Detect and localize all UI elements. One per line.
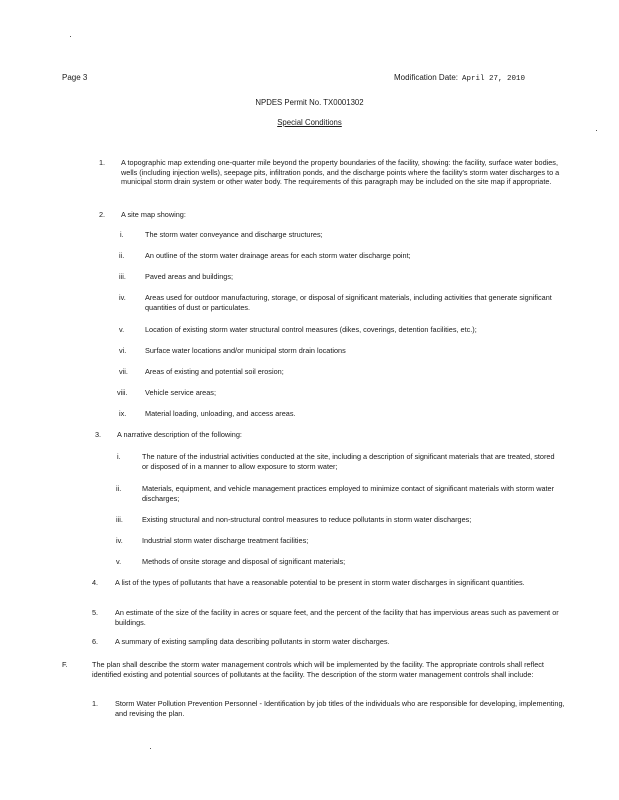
subitem-text: Vehicle service areas; xyxy=(145,388,216,397)
subitem-text: Areas of existing and potential soil erosion; xyxy=(145,367,284,376)
item-number: 1. xyxy=(92,699,99,708)
subitem-number: i. xyxy=(117,452,121,461)
item-text: A site map showing: xyxy=(121,210,186,219)
scan-speck xyxy=(150,748,151,749)
subitem-text: The nature of the industrial activities conducted at the site, including a description of significant materials that are treated, stored or disposed of in a manner to allow exposure to storm water; xyxy=(142,452,555,471)
subitem-number: iv. xyxy=(119,293,126,302)
subitem-number: viii. xyxy=(117,388,128,397)
item-number: 5. xyxy=(92,608,99,617)
section-text: The plan shall describe the storm water management controls which will be implemented by the facility. The appropriate controls shall reflect identified existing and potential sources of pollutants at the facility. The description of the storm water management controls shall include: xyxy=(92,660,544,679)
item-number: 6. xyxy=(92,637,99,646)
item-number: 1. xyxy=(99,158,106,167)
modification-date-label: Modification Date: xyxy=(394,73,459,82)
subitem-text: Location of existing storm water structural control measures (dikes, coverings, detention facilities, etc.); xyxy=(145,325,477,334)
subitem-number: v. xyxy=(116,557,122,566)
subitem-number: ix. xyxy=(119,409,127,418)
subitem-text: Materials, equipment, and vehicle management practices employed to minimize contact of significant materials with storm water discharges; xyxy=(142,484,555,503)
subitem-number: vii. xyxy=(119,367,128,376)
item-text: An estimate of the size of the facility in acres or square feet, and the percent of the facility that has impervious areas such as pavement or buildings. xyxy=(115,608,559,627)
subitem-text: Areas used for outdoor manufacturing, storage, or disposal of significant materials, including activities that generate significant quantities of dust or particulates. xyxy=(145,293,552,312)
item-number: 4. xyxy=(92,578,99,587)
subitem-number: iv. xyxy=(116,536,123,545)
item-text: A list of the types of pollutants that have a reasonable potential to be present in storm water discharges in significant quantities. xyxy=(115,578,525,587)
subitem-number: iii. xyxy=(119,272,126,281)
item-number: 3. xyxy=(95,430,102,439)
scan-speck xyxy=(596,130,597,131)
subitem-text: Surface water locations and/or municipal storm drain locations xyxy=(145,346,346,355)
subitem-number: vi. xyxy=(119,346,127,355)
permit-number: NPDES Permit No. TX0001302 xyxy=(255,98,364,107)
subitem-text: Industrial storm water discharge treatment facilities; xyxy=(142,536,309,545)
subitem-number: ii. xyxy=(116,484,122,493)
subitem-number: iii. xyxy=(116,515,123,524)
subitem-text: Methods of onsite storage and disposal of significant materials; xyxy=(142,557,346,566)
subitem-text: An outline of the storm water drainage areas for each storm water discharge point; xyxy=(145,251,411,260)
subitem-text: Paved areas and buildings; xyxy=(145,272,234,281)
subitem-number: i. xyxy=(120,230,124,239)
subitem-text: Material loading, unloading, and access areas. xyxy=(145,409,296,418)
modification-date-line xyxy=(394,73,525,85)
subitem-text: The storm water conveyance and discharge structures; xyxy=(145,230,323,239)
page-number: Page 3 xyxy=(62,73,88,82)
section-letter: F. xyxy=(62,660,68,669)
item-text: Storm Water Pollution Prevention Personnel - Identification by job titles of the individuals who are responsible for developing, implementing, and revising the plan. xyxy=(115,699,565,718)
scan-speck xyxy=(70,36,71,37)
subitem-number: ii. xyxy=(119,251,125,260)
item-number: 2. xyxy=(99,210,106,219)
item-text: A topographic map extending one-quarter mile beyond the property boundaries of the facility, showing: the facility, surface water bodies, wells (including injection wells), seepage pits, infiltration ponds, and the discharge points where the facility's storm water discharges to a municipal storm drain system or other water body. The requirements of this paragraph may be included on the site map if appropriate. xyxy=(121,158,560,187)
item-text: A summary of existing sampling data describing pollutants in storm water discharges. xyxy=(115,637,390,646)
section-title: Special Conditions xyxy=(277,118,342,127)
subitem-number: v. xyxy=(119,325,125,334)
item-text: A narrative description of the following: xyxy=(117,430,242,439)
subitem-text: Existing structural and non-structural control measures to reduce pollutants in storm water discharges; xyxy=(142,515,472,524)
modification-date-value: April 27, 2010 xyxy=(462,75,526,83)
